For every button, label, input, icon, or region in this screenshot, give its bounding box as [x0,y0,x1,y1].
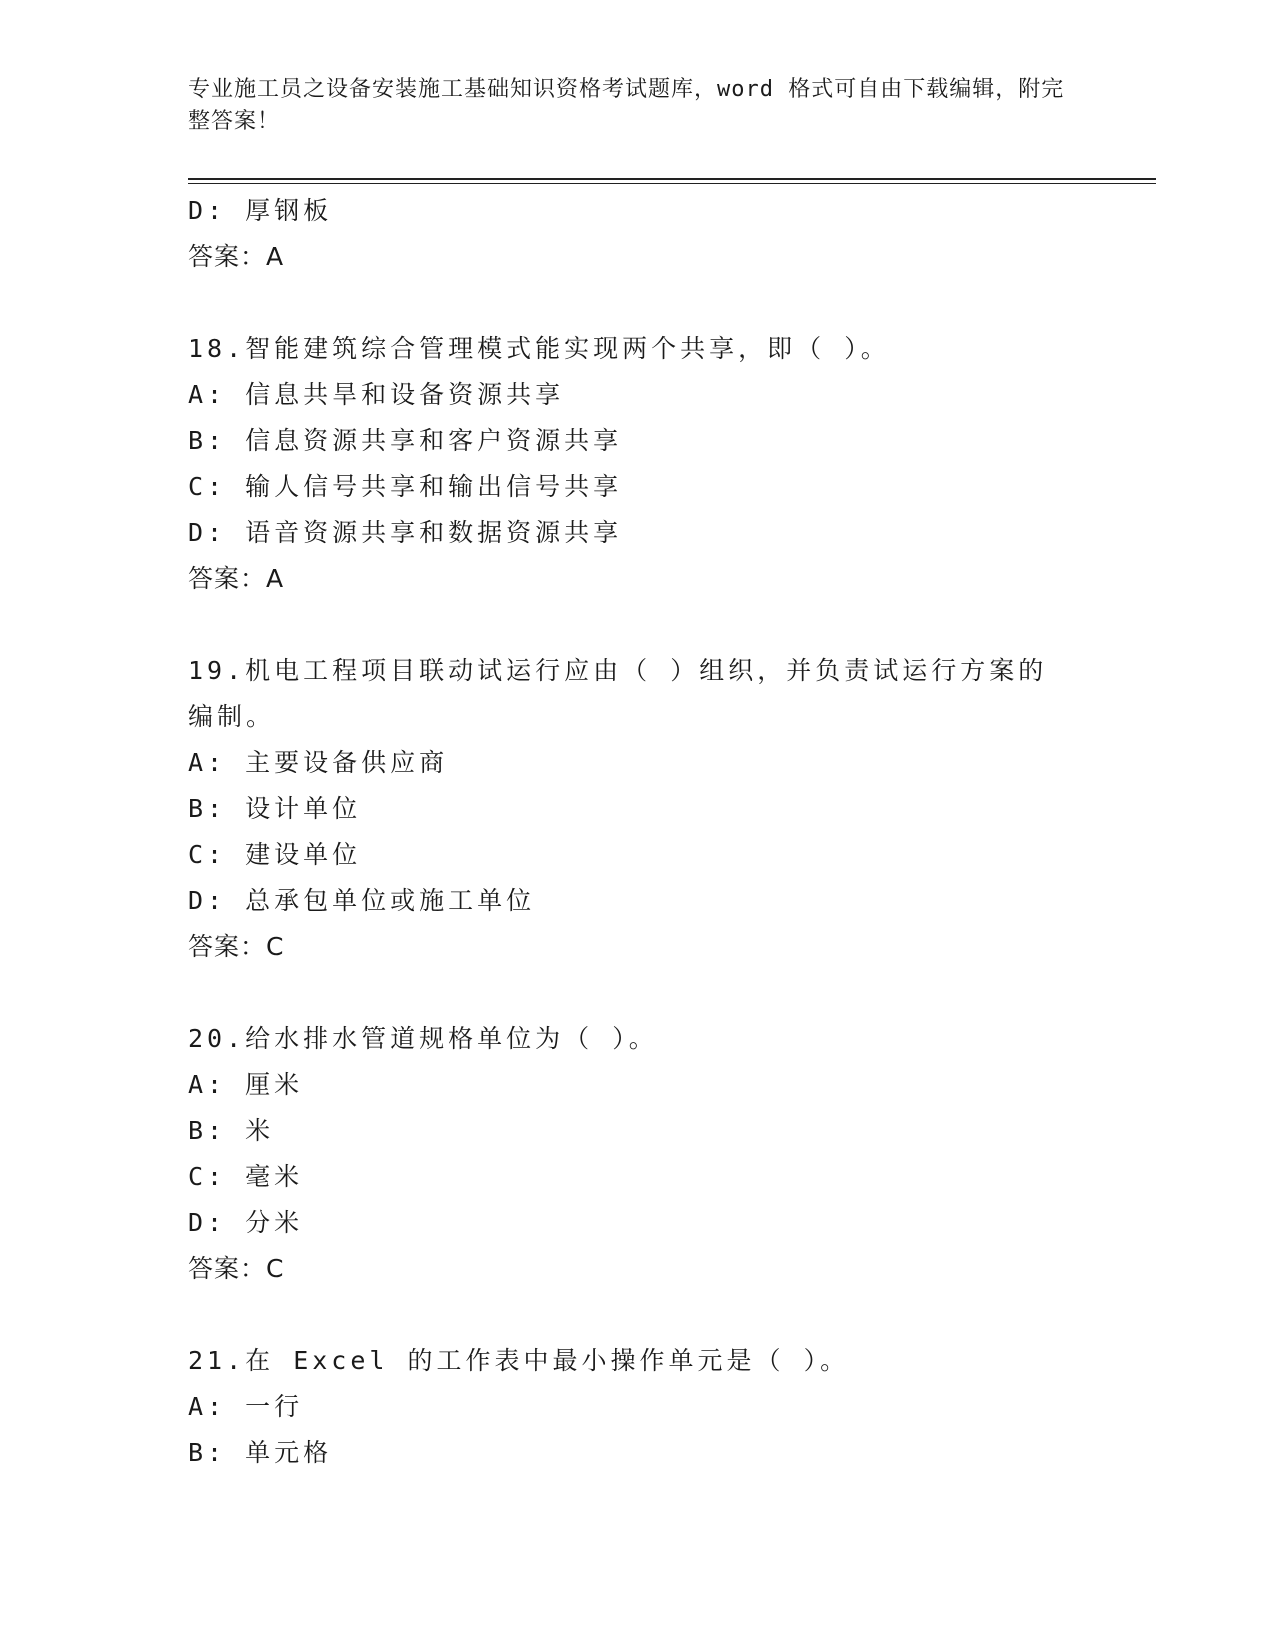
question-title: 18.智能建筑综合管理模式能实现两个共享，即（ ）。 [188,334,890,363]
option-a: A: 厘米 [188,1070,304,1099]
option-a: A: 一行 [188,1392,304,1421]
option-d: D: 厚钢板 [188,196,333,225]
document-body [188,188,1068,1476]
option-d: D: 总承包单位或施工单位 [188,886,536,915]
question-title: 19.机电工程项目联动试运行应由（ ）组织，并负责试运行方案的编制。 [188,656,1048,731]
option-c: C: 输人信号共享和输出信号共享 [188,472,623,501]
header-divider-thin [188,183,1156,184]
document-header: 专业施工员之设备安装施工基础知识资格考试题库，word 格式可自由下载编辑，附完整答案！ [188,77,1065,134]
answer: 答案：C [188,1254,285,1283]
spacer [188,280,1068,326]
question-title: 20.给水排水管道规格单位为（ ）。 [188,1024,658,1053]
option-d: D: 语音资源共享和数据资源共享 [188,518,623,547]
spacer [188,1292,1068,1338]
question-21 [188,1338,1068,1476]
question-19 [188,648,1068,970]
option-a: A: 信息共旱和设备资源共享 [188,380,565,409]
spacer [188,602,1068,648]
answer: 答案：A [188,564,285,593]
answer: 答案：C [188,932,285,961]
option-a: A: 主要设备供应商 [188,748,449,777]
question-18 [188,326,1068,602]
answer: 答案：A [188,242,285,271]
option-b: B: 单元格 [188,1438,333,1467]
option-d: D: 分米 [188,1208,304,1237]
option-b: B: 设计单位 [188,794,362,823]
option-b: B: 信息资源共享和客户资源共享 [188,426,623,455]
question-title: 21.在 Excel 的工作表中最小操作单元是（ ）。 [188,1346,850,1375]
option-c: C: 毫米 [188,1162,304,1191]
spacer [188,970,1068,1016]
header-divider-thick [188,178,1156,180]
option-b: B: 米 [188,1116,275,1145]
option-c: C: 建设单位 [188,840,362,869]
question-20 [188,1016,1068,1292]
